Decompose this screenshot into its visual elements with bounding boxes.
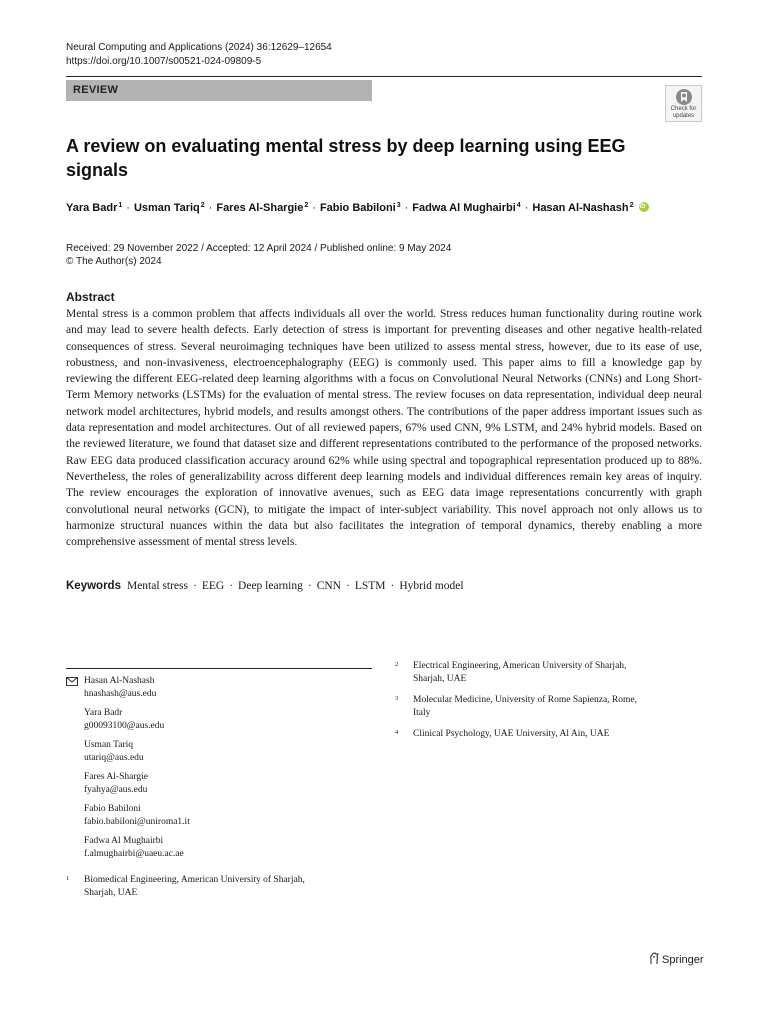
keyword: Hybrid model (399, 580, 464, 592)
contact-name: Hasan Al-Nashash (84, 676, 155, 686)
author-name[interactable]: Fabio Babiloni (319, 202, 396, 214)
contact-entry (66, 675, 366, 701)
author-name[interactable]: Usman Tariq (133, 202, 200, 214)
keywords (66, 580, 464, 592)
keyword: EEG (201, 580, 225, 592)
copyright-line: © The Author(s) 2024 (66, 256, 162, 267)
doi-link[interactable]: https://doi.org/10.1007/s00521-024-09809-5 (66, 56, 262, 67)
contact-email[interactable]: fabio.babiloni@uniroma1.it (84, 817, 190, 827)
check-badge-line1: Check for (670, 106, 697, 112)
contact-email[interactable]: g00093100@aus.edu (84, 721, 165, 731)
keyword: Deep learning (238, 580, 303, 592)
keyword-separator: · (390, 580, 395, 592)
keyword: LSTM (354, 580, 386, 592)
author-aff: 1 (118, 202, 123, 209)
affiliation-entry (395, 728, 705, 741)
contact-name: Fabio Babiloni (84, 804, 141, 814)
author-name[interactable]: Fares Al-Shargie (216, 202, 304, 214)
keyword-separator: · (229, 580, 234, 592)
article-title: A review on evaluating mental stress by deep learning using EEG signals (66, 136, 626, 180)
check-for-updates-icon (675, 88, 693, 106)
affiliation-list-right (395, 660, 705, 749)
author-list (66, 202, 649, 214)
keyword: CNN (316, 580, 341, 592)
affiliation-line: Electrical Engineering, American University of Sharjah, (413, 661, 627, 671)
publisher-logo (648, 952, 704, 966)
contact-email[interactable]: hnashash@aus.edu (84, 689, 157, 699)
affiliation-number: 3 (395, 695, 399, 702)
affiliation-number: 2 (395, 661, 399, 668)
abstract-heading: Abstract (66, 290, 115, 304)
envelope-icon (66, 677, 78, 686)
contact-name: Fares Al-Shargie (84, 772, 148, 782)
contact-entry (66, 835, 366, 861)
contact-entry (66, 771, 366, 797)
contact-entry (66, 803, 366, 829)
author-name[interactable]: Hasan Al-Nashash (532, 202, 629, 214)
contact-email[interactable]: f.almughairbi@uaeu.ac.ae (84, 849, 184, 859)
dates-line: Received: 29 November 2022 / Accepted: 12 April 2024 / Published online: 9 May 2024 (66, 243, 452, 254)
header-rule (66, 76, 702, 77)
springer-horse-icon (648, 952, 660, 965)
keyword-separator: · (345, 580, 350, 592)
keywords-label: Keywords (66, 580, 121, 592)
author-aff: 3 (396, 202, 401, 209)
affiliation-list-left (66, 874, 366, 908)
author-name[interactable]: Yara Badr (66, 202, 118, 214)
affiliation-entry (66, 874, 366, 900)
abstract-text: Mental stress is a common problem that affects individuals all over the world. Stress reduces human functionality during routine work and may lead to severe health defects. Early detection of stress is important for preventing diseases and other negative health-related consequences of stress. Several neuroimaging techniques have been utilized to assess mental stress, however, due to its ease of use, robustness, and non-invasiveness, electroencephalography (EEG) is commonly used. This paper aims to fill a knowledge gap by reviewing the different EEG-related deep learning algorithms with a focus on Convolutional Neural Networks (CNNs) and Long Short-Term Memory networks (LSTMs) for the evaluation of mental stress. The review focuses on data representation, individual deep neural network model architectures, hybrid models, and results amongst others. The contributions of the paper address important issues such as data representation and model architectures. Out of all reviewed papers, 67% used CNN, 9% LSTM, and 24% hybrid models. Based on the reviewed literature, we found that dataset size and different representations contributed to the performance of the proposed networks. Raw EEG data produced classification accuracy around 62% while using spectral and topographical representation produced up to 88%. Nevertheless, the roles of generalizability across different deep learning models and individual differences remain key areas of inquiry. The review encourages the exploration of innovative avenues, such as EEG data image representations concurrently with graph convolutional neural networks (GCN), to mitigate the impact of inter-subject variability. This novel approach not only allows us to harmonize structural nuances within the data but also facilitates the integration of temporal dynamics, thereby enabling a more comprehensive assessment of mental stress levels. (66, 308, 702, 549)
author-separator: · (404, 202, 409, 214)
author-aff: 2 (304, 202, 309, 209)
footnote-rule (66, 668, 372, 669)
contact-name: Yara Badr (84, 708, 123, 718)
affiliation-entry (395, 660, 705, 686)
author-separator: · (312, 202, 316, 214)
author-aff: 2 (200, 202, 205, 209)
affiliation-line: Sharjah, UAE (84, 888, 138, 898)
affiliation-line: Clinical Psychology, UAE University, Al Ain, UAE (413, 729, 610, 739)
contact-name: Usman Tariq (84, 740, 134, 750)
affiliation-number: 4 (395, 729, 399, 736)
check-badge-line2: updates (672, 112, 695, 119)
affiliation-entry (395, 694, 705, 720)
keyword-separator: · (192, 580, 197, 592)
publication-dates (66, 242, 451, 268)
contact-list (66, 675, 366, 867)
check-for-updates-badge[interactable] (665, 85, 702, 122)
author-separator: · (208, 202, 213, 214)
affiliation-line: Italy (413, 708, 431, 718)
keyword-separator: · (307, 580, 312, 592)
keyword: Mental stress (126, 580, 188, 592)
contact-name: Fadwa Al Mughairbi (84, 836, 164, 846)
affiliation-line: Biomedical Engineering, American University of Sharjah, (84, 875, 305, 885)
contact-email[interactable]: utariq@aus.edu (84, 753, 144, 763)
contact-email[interactable]: fyahya@aus.edu (84, 785, 148, 795)
author-separator: · (126, 202, 130, 214)
journal-header (66, 41, 332, 69)
affiliation-line: Sharjah, UAE (413, 674, 467, 684)
contact-entry (66, 739, 366, 765)
affiliation-line: Molecular Medicine, University of Rome Sapienza, Rome, (413, 695, 637, 705)
author-name[interactable]: Fadwa Al Mughairbi (412, 202, 516, 214)
affiliation-number: 1 (66, 875, 70, 882)
author-separator: · (524, 202, 529, 214)
author-aff: 2 (629, 202, 634, 209)
orcid-icon[interactable] (639, 202, 649, 212)
publisher-name: Springer (662, 954, 704, 966)
author-aff: 4 (516, 202, 521, 209)
article-type-label: REVIEW (73, 84, 119, 96)
journal-citation: Neural Computing and Applications (2024) 36:12629–12654 (66, 42, 332, 53)
contact-entry (66, 707, 366, 733)
